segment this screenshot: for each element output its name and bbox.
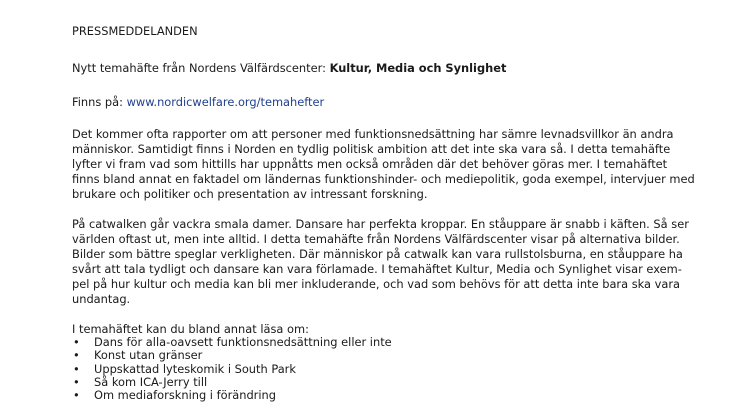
bullet-icon: • (73, 361, 80, 376)
topic-list (72, 336, 692, 402)
paragraph-line: pel på hur kultur och media kan bli mer inkluderande, och vad som behövs för att detta inte bara ska vara (72, 277, 681, 291)
spacer (72, 307, 692, 322)
spacer (72, 39, 692, 61)
list-item (72, 389, 692, 402)
paragraph-line: finns bland annat en faktadel om ländernas funktionshinder- och mediepolitik, goda exempel, intervjuer med (72, 172, 695, 186)
list-item-label: Så kom ICA-Jerry till (94, 374, 208, 389)
paragraph-line: Bilder som bättre speglar verkligheten. Där människor på catwalk kan vara rullstolsburna, en ståuppare ha (72, 247, 683, 261)
list-item (72, 376, 692, 389)
bullet-icon: • (73, 348, 80, 363)
list-item (72, 349, 692, 362)
paragraph-line: världen oftast ut, men inte alltid. I detta temahäfte från Nordens Välfärdscenter visar på alternativa bilder. (72, 232, 680, 246)
bullet-icon: • (73, 374, 80, 389)
spacer (72, 110, 692, 125)
paragraph-line: undantag. (72, 292, 131, 306)
paragraph-line: människor. Samtidigt finns i Norden en tydlig politisk ambition att det inte ska vara så. I detta temahäfte (72, 142, 671, 156)
list-item (72, 363, 692, 376)
bullet-icon: • (73, 388, 80, 403)
paragraph-line: Det kommer ofta rapporter om att personer med funktionsnedsättning har sämre levnadsvillkor än andra (72, 127, 674, 141)
paragraph-1 (72, 127, 695, 202)
paragraph-2 (72, 217, 692, 307)
list-item-label: Om mediaforskning i förändring (94, 388, 276, 403)
intro-prefix: Nytt temahäfte från Nordens Välfärdscenter: (72, 61, 330, 75)
spacer (72, 202, 692, 217)
paragraph-line: lyfter vi fram vad som hittills har uppnåtts men också områden där det behöver göras mer. I temahäftet (72, 157, 668, 171)
bullet-icon: • (73, 335, 80, 349)
list-intro: I temahäftet kan du bland annat läsa om: (72, 322, 309, 336)
spacer (72, 76, 692, 91)
document-heading: PRESSMEDDELANDEN (72, 24, 198, 38)
availability-label: Finns på: (72, 95, 127, 109)
list-item-label: Uppskattad lyteskomik i South Park (94, 361, 296, 376)
paragraph-line: På catwalken går vackra smala damer. Dansare har perfekta kroppar. En ståuppare är snabb i käften. Så ser (72, 217, 689, 231)
availability-line (72, 95, 692, 110)
booklet-title: Kultur, Media och Synlighet (329, 61, 507, 75)
paragraph-line: brukare och politiker och presentation av intressant forskning. (72, 187, 428, 201)
press-release-document (72, 24, 695, 403)
list-item-label: Dans för alla-oavsett funktionsnedsättning eller inte (94, 335, 392, 349)
list-item (72, 336, 692, 349)
paragraph-line: svårt att tala tydligt och dansare kan vara förlamade. I temahäftet Kultur, Media och Synlighet visar exem- (72, 262, 682, 276)
booklet-link[interactable]: www.nordicwelfare.org/temahefter (126, 95, 325, 109)
list-item-label: Konst utan gränser (94, 348, 203, 363)
intro-line (72, 61, 692, 76)
